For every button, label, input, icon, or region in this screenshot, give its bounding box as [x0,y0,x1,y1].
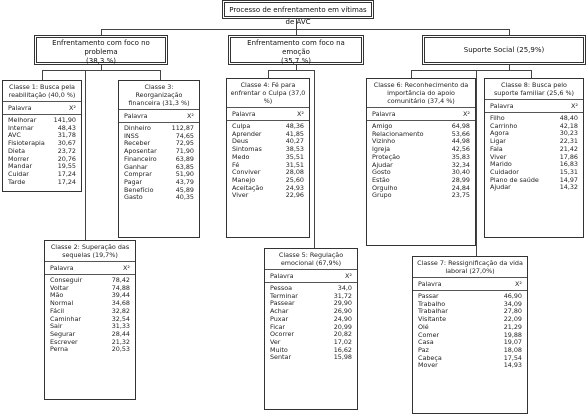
word: Ajudar [490,183,511,192]
chi-square-value: 30,67 [57,139,76,148]
chi-square-value: 53,66 [451,129,470,138]
word: Fala [490,144,503,153]
chi-square-value: 32,82 [111,306,130,315]
chi-square-value: 24,84 [451,183,470,192]
chi-square-value: 31,72 [333,291,352,300]
word: Marido [490,160,512,169]
word: Financeiro [124,154,157,163]
word: Voltar [50,283,69,292]
chi-square-value: 26,90 [333,307,352,316]
chi-square-value: 24,93 [285,183,304,192]
table-header [45,261,135,275]
chi-square-value: 34,09 [503,299,522,308]
word-row [124,194,194,202]
chi-square-value: 19,07 [503,338,522,347]
chi-square-value: 74,65 [175,131,194,140]
connector [509,29,510,37]
class-4-box [226,78,310,238]
column-chi-square: X² [515,280,522,288]
word: Passar [418,292,439,300]
word: Comprar [124,170,152,179]
connector [85,70,86,240]
word: Benefício [124,185,154,194]
column-word: Palavra [50,264,74,272]
connector [531,70,532,78]
chi-square-value: 29,90 [333,299,352,308]
chi-square-value: 20,76 [57,154,76,163]
chi-square-value: 32,34 [451,160,470,169]
word: AVC [8,131,21,140]
chi-square-value: 38,53 [285,145,304,154]
chi-square-value: 19,88 [503,330,522,339]
chi-square-value: 34,68 [111,299,130,308]
word: Tarde [8,177,26,186]
chi-square-value: 44,98 [451,137,470,146]
group-emotion-focus [230,37,362,63]
column-chi-square: X² [297,110,304,118]
word: Achar [270,307,289,316]
chi-square-value: 17,02 [333,337,352,346]
word: Ajudar [372,160,393,169]
word: Amigo [372,122,393,130]
word: Viver [232,191,249,200]
chi-square-value: 28,08 [285,168,304,177]
word: Internar [8,123,34,132]
column-chi-square: X² [187,112,194,120]
chi-square-value: 45,89 [175,185,194,194]
connector [476,70,477,256]
connector [509,63,510,70]
column-chi-square: X² [69,104,76,112]
table-header [227,107,309,121]
word: Receber [124,139,151,148]
chi-square-value: 21,32 [111,337,130,346]
chi-square-value: 27,80 [503,307,522,316]
word: Culpa [232,122,251,130]
word-row [418,362,522,370]
connector [411,70,531,71]
chi-square-value: 48,43 [57,123,76,132]
word: Sair [50,322,63,331]
chi-square-value: 20,53 [111,345,130,354]
chi-square-value: 71,90 [175,147,194,156]
class-title: Classe 1: Busca pela reabilitação (40,0 %) [8,83,76,99]
word: Viver [490,152,507,161]
word-row [232,192,304,200]
connector [411,70,412,78]
word: Fisioterapia [8,139,45,148]
chi-square-value: 22,31 [559,137,578,146]
chi-square-value: 28,99 [451,175,470,184]
class-title: Classe 8: Busca pelo suporte familiar (25,6 %) [493,81,575,97]
connector [160,70,161,80]
class-2-box [44,240,136,400]
word: Gasto [124,193,143,202]
chi-square-value: 42,18 [559,121,578,130]
word: Olé [418,322,429,331]
column-chi-square: X² [463,110,470,118]
class-1-box [2,80,82,192]
word: Igreja [372,145,391,154]
class-7-box [412,256,528,414]
word-list [265,283,357,364]
group-percentage: (35,7 %) [281,57,311,65]
word-list [413,291,527,372]
word: Pagar [124,177,143,186]
word: Cuidador [490,167,519,176]
chi-square-value: 23,72 [57,146,76,155]
chi-square-value: 22,96 [285,191,304,200]
word: Orgulho [372,183,398,192]
word: Ocorrer [270,330,295,339]
word: Deus [232,137,249,146]
chi-square-value: 46,90 [503,292,522,300]
chi-square-value: 25,60 [285,175,304,184]
word: Grupo [372,191,392,200]
word-list [485,113,583,194]
class-title: Classe 5: Regulação emocional (67,9%) [278,251,344,267]
word: Comer [418,330,440,339]
chi-square-value: 39,44 [111,291,130,300]
word: Gosto [372,168,391,177]
group-label: Suporte Social (25,9%) [463,46,545,54]
column-word: Palavra [372,110,396,118]
word: Filho [490,114,505,122]
table-header [485,99,583,113]
chi-square-value: 40,27 [285,137,304,146]
connector [42,70,43,80]
chi-square-value: 20,99 [333,322,352,331]
chi-square-value: 17,54 [503,353,522,362]
word: Perna [50,345,69,354]
chi-square-value: 22,09 [503,315,522,324]
word: Cuidar [8,169,29,178]
word: Caminhar [50,314,82,323]
chi-square-value: 74,88 [111,283,130,292]
chi-square-value: 141,90 [53,116,76,124]
word: Mão [50,291,64,300]
class-title: Classe 6: Reconhecimento da importância do apoio comunitário (37,4 %) [373,81,469,105]
connector [268,70,269,78]
column-chi-square: X² [571,102,578,110]
group-label: Enfrentamento com foco na emoção [247,39,345,56]
root-node [224,2,372,26]
chi-square-value: 20,82 [333,330,352,339]
word: Conseguir [50,276,83,284]
chi-square-value: 72,95 [175,139,194,148]
chi-square-value: 31,33 [111,322,130,331]
word: Fé [232,160,240,169]
word: Paz [418,345,429,354]
word: Dinheiro [124,124,151,132]
word-list [119,123,199,204]
chi-square-value: 24,90 [333,314,352,323]
word: Ganhar [124,162,148,171]
word: Plano de saúde [490,175,539,184]
chi-square-value: 14,93 [503,361,522,370]
chi-square-value: 21,29 [503,322,522,331]
word: Visitante [418,315,447,324]
word-row [372,192,470,200]
class-6-box [366,78,476,246]
chi-square-value: 63,85 [175,162,194,171]
word: Terminar [270,291,298,300]
chi-square-value: 112,87 [171,124,194,132]
column-word: Palavra [232,110,256,118]
chi-square-value: 41,85 [285,129,304,138]
chi-square-value: 30,23 [559,129,578,138]
chi-square-value: 40,35 [175,193,194,202]
group-label: Enfrentamento com foco no problema [52,39,150,56]
chi-square-value: 14,97 [559,175,578,184]
column-word: Palavra [8,104,32,112]
table-header [3,101,81,115]
word: Trabalho [418,299,446,308]
word: Relacionamento [372,129,424,138]
chi-square-value: 21,42 [559,144,578,153]
word-row [270,354,352,362]
chi-square-value: 14,32 [559,183,578,192]
column-chi-square: X² [123,264,130,272]
word: Muito [270,345,288,354]
chi-square-value: 32,54 [111,314,130,323]
connector [314,70,315,248]
word: Medo [232,152,250,161]
class-8-box [484,78,584,238]
group-problem-focus [36,37,166,63]
chi-square-value: 51,90 [175,170,194,179]
table-header [413,277,527,291]
group-percentage: (38,3 %) [86,57,116,65]
table-header [367,107,475,121]
table-header [265,269,357,283]
word: Mover [418,361,438,370]
word-list [3,115,81,188]
word: Conviver [232,168,261,177]
word: Manejo [232,175,256,184]
chi-square-value: 43,79 [175,177,194,186]
chi-square-value: 35,83 [451,152,470,161]
chi-square-value: 28,44 [111,329,130,338]
connector [42,70,160,71]
chi-square-value: 31,51 [285,160,304,169]
word: Cabeça [418,353,442,362]
chi-square-value: 63,89 [175,154,194,163]
chi-square-value: 35,51 [285,152,304,161]
word: Sentar [270,353,292,362]
class-title: Classe 3: Reorganização financeira (31,3 %) [128,83,190,107]
chi-square-value: 17,86 [559,152,578,161]
word: Sintomas [232,145,262,154]
word: Trabalhar [418,307,448,316]
word-row [50,346,130,354]
word: Escrever [50,337,78,346]
chi-square-value: 34,0 [337,284,352,292]
chi-square-value: 78,42 [111,276,130,284]
word: Ficar [270,322,286,331]
word-list [227,121,309,202]
connector [268,70,314,71]
chi-square-value: 48,40 [559,114,578,122]
word: Mandar [8,162,33,171]
word: Carrinho [490,121,518,130]
word: Normal [50,299,74,308]
chi-square-value: 17,24 [57,177,76,186]
chi-square-value: 17,24 [57,169,76,178]
word: Agora [490,129,509,138]
column-word: Palavra [418,280,442,288]
chi-square-value: 19,55 [57,162,76,171]
chi-square-value: 48,36 [285,122,304,130]
word: INSS [124,131,139,140]
chi-square-value: 30,40 [451,168,470,177]
connector [296,29,297,37]
chi-square-value: 18,08 [503,345,522,354]
word: Melhorar [8,116,37,124]
word-list [45,275,135,356]
chi-square-value: 15,31 [559,167,578,176]
word: Puxar [270,314,289,323]
word: Estão [372,175,390,184]
chi-square-value: 23,75 [451,191,470,200]
class-3-box [118,80,200,238]
word: Proteção [372,152,400,161]
word: Casa [418,338,434,347]
word: Passear [270,299,295,308]
chi-square-value: 16,83 [559,160,578,169]
root-title: Processo de enfrentamento em vítimas de AVC [229,6,367,26]
word: Dieta [8,146,26,155]
chi-square-value: 16,62 [333,345,352,354]
word-row [8,179,76,187]
chi-square-value: 15,98 [333,353,352,362]
class-title: Classe 7: Ressignificação da vida laboral (27,0%) [417,259,523,275]
word: Ligar [490,137,506,146]
connector [101,29,509,30]
word: Pessoa [270,284,293,292]
word: Ver [270,337,281,346]
word: Morrer [8,154,29,163]
word: Segurar [50,329,76,338]
class-5-box [264,248,358,410]
word: Fácil [50,306,65,315]
word: Aprender [232,129,262,138]
word-row [490,184,578,192]
chi-square-value: 31,78 [57,131,76,140]
chi-square-value: 64,98 [451,122,470,130]
word: Aposentar [124,147,157,156]
group-social-support [424,37,584,63]
column-word: Palavra [124,112,148,120]
column-chi-square: X² [345,272,352,280]
column-word: Palavra [270,272,294,280]
word: Aceitação [232,183,264,192]
word: Vizinho [372,137,396,146]
chi-square-value: 42,56 [451,145,470,154]
table-header [119,109,199,123]
column-word: Palavra [490,102,514,110]
class-title: Classe 4: Fé para enfrentar o Culpa (37,0 %) [230,81,306,105]
connector [101,29,102,37]
class-title: Classe 2: Superação das sequelas (19,7%) [50,243,130,259]
word-list [367,121,475,202]
